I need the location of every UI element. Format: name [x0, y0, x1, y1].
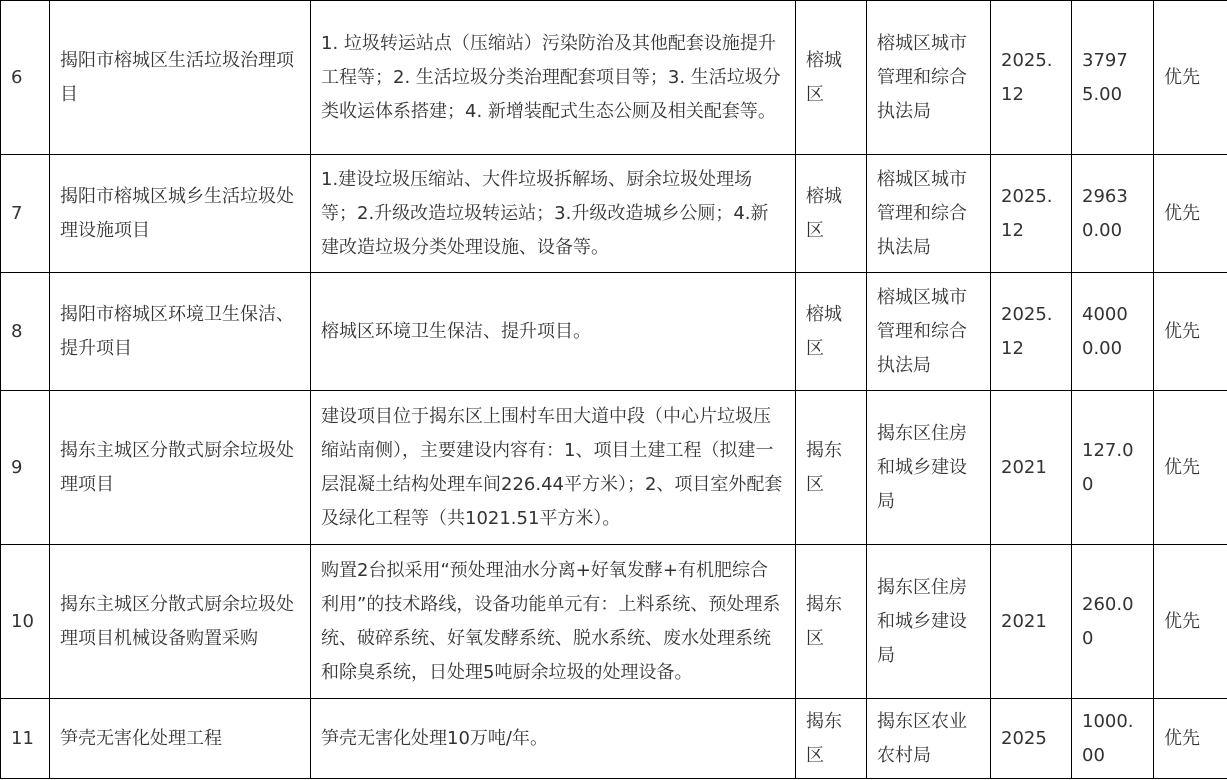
amount-cell: 127.00 [1072, 391, 1154, 545]
year-cell: 2025.12 [991, 1, 1072, 155]
row-number-cell: 11 [1, 699, 50, 779]
project-name-cell: 揭东主城区分散式厨余垃圾处理项目机械设备购置采购 [50, 545, 311, 699]
amount-cell: 29630.00 [1072, 155, 1154, 273]
amount-cell: 40000.00 [1072, 273, 1154, 391]
priority-cell: 优先 [1154, 273, 1227, 391]
year-cell: 2025.12 [991, 155, 1072, 273]
project-name-cell: 揭阳市榕城区生活垃圾治理项目 [50, 1, 311, 155]
table-row [1, 391, 1227, 545]
construction-content-cell: 建设项目位于揭东区上围村车田大道中段（中心片垃圾压缩站南侧），主要建设内容有：1、项目土建工程（拟建一层混凝土结构处理车间226.44平方米）；2、项目室外配套及绿化工程等（共1021.51平方米）。 [311, 391, 796, 545]
responsible-unit-cell: 榕城区城市管理和综合执法局 [867, 155, 991, 273]
amount-cell: 37975.00 [1072, 1, 1154, 155]
district-cell: 揭东区 [796, 391, 867, 545]
district-cell: 揭东区 [796, 699, 867, 779]
district-cell: 榕城区 [796, 273, 867, 391]
construction-content-cell: 1. 垃圾转运站点（压缩站）污染防治及其他配套设施提升工程等；2. 生活垃圾分类治理配套项目等；3. 生活垃圾分类收运体系搭建；4. 新增装配式生态公厕及相关配套等。 [311, 1, 796, 155]
priority-cell: 优先 [1154, 1, 1227, 155]
year-cell: 2021 [991, 545, 1072, 699]
district-cell: 榕城区 [796, 155, 867, 273]
year-cell: 2025.12 [991, 273, 1072, 391]
construction-content-cell: 购置2台拟采用“预处理油水分离+好氧发酵+有机肥综合利用”的技术路线，设备功能单元有：上料系统、预处理系统、破碎系统、好氧发酵系统、脱水系统、废水处理系统和除臭系统，日处理5吨厨余垃圾的处理设备。 [311, 545, 796, 699]
responsible-unit-cell: 揭东区农业农村局 [867, 699, 991, 779]
row-number-cell: 10 [1, 545, 50, 699]
responsible-unit-cell: 榕城区城市管理和综合执法局 [867, 273, 991, 391]
row-number-cell: 8 [1, 273, 50, 391]
table-row [1, 545, 1227, 699]
table-row [1, 155, 1227, 273]
construction-content-cell: 榕城区环境卫生保洁、提升项目。 [311, 273, 796, 391]
priority-cell: 优先 [1154, 699, 1227, 779]
construction-content-cell: 1.建设垃圾压缩站、大件垃圾拆解场、厨余垃圾处理场等；2.升级改造垃圾转运站；3.升级改造城乡公厕；4.新建改造垃圾分类处理设施、设备等。 [311, 155, 796, 273]
table-row [1, 273, 1227, 391]
responsible-unit-cell: 揭东区住房和城乡建设局 [867, 391, 991, 545]
responsible-unit-cell: 榕城区城市管理和综合执法局 [867, 1, 991, 155]
amount-cell: 1000.00 [1072, 699, 1154, 779]
year-cell: 2025 [991, 699, 1072, 779]
row-number-cell: 7 [1, 155, 50, 273]
project-name-cell: 揭东主城区分散式厨余垃圾处理项目 [50, 391, 311, 545]
amount-cell: 260.00 [1072, 545, 1154, 699]
priority-cell: 优先 [1154, 155, 1227, 273]
year-cell: 2021 [991, 391, 1072, 545]
responsible-unit-cell: 揭东区住房和城乡建设局 [867, 545, 991, 699]
row-number-cell: 9 [1, 391, 50, 545]
project-name-cell: 笋壳无害化处理工程 [50, 699, 311, 779]
construction-content-cell: 笋壳无害化处理10万吨/年。 [311, 699, 796, 779]
project-name-cell: 揭阳市榕城区环境卫生保洁、提升项目 [50, 273, 311, 391]
row-number-cell: 6 [1, 1, 50, 155]
district-cell: 揭东区 [796, 545, 867, 699]
district-cell: 榕城区 [796, 1, 867, 155]
table-row [1, 1, 1227, 155]
priority-cell: 优先 [1154, 545, 1227, 699]
table-row [1, 699, 1227, 779]
priority-cell: 优先 [1154, 391, 1227, 545]
project-name-cell: 揭阳市榕城区城乡生活垃圾处理设施项目 [50, 155, 311, 273]
